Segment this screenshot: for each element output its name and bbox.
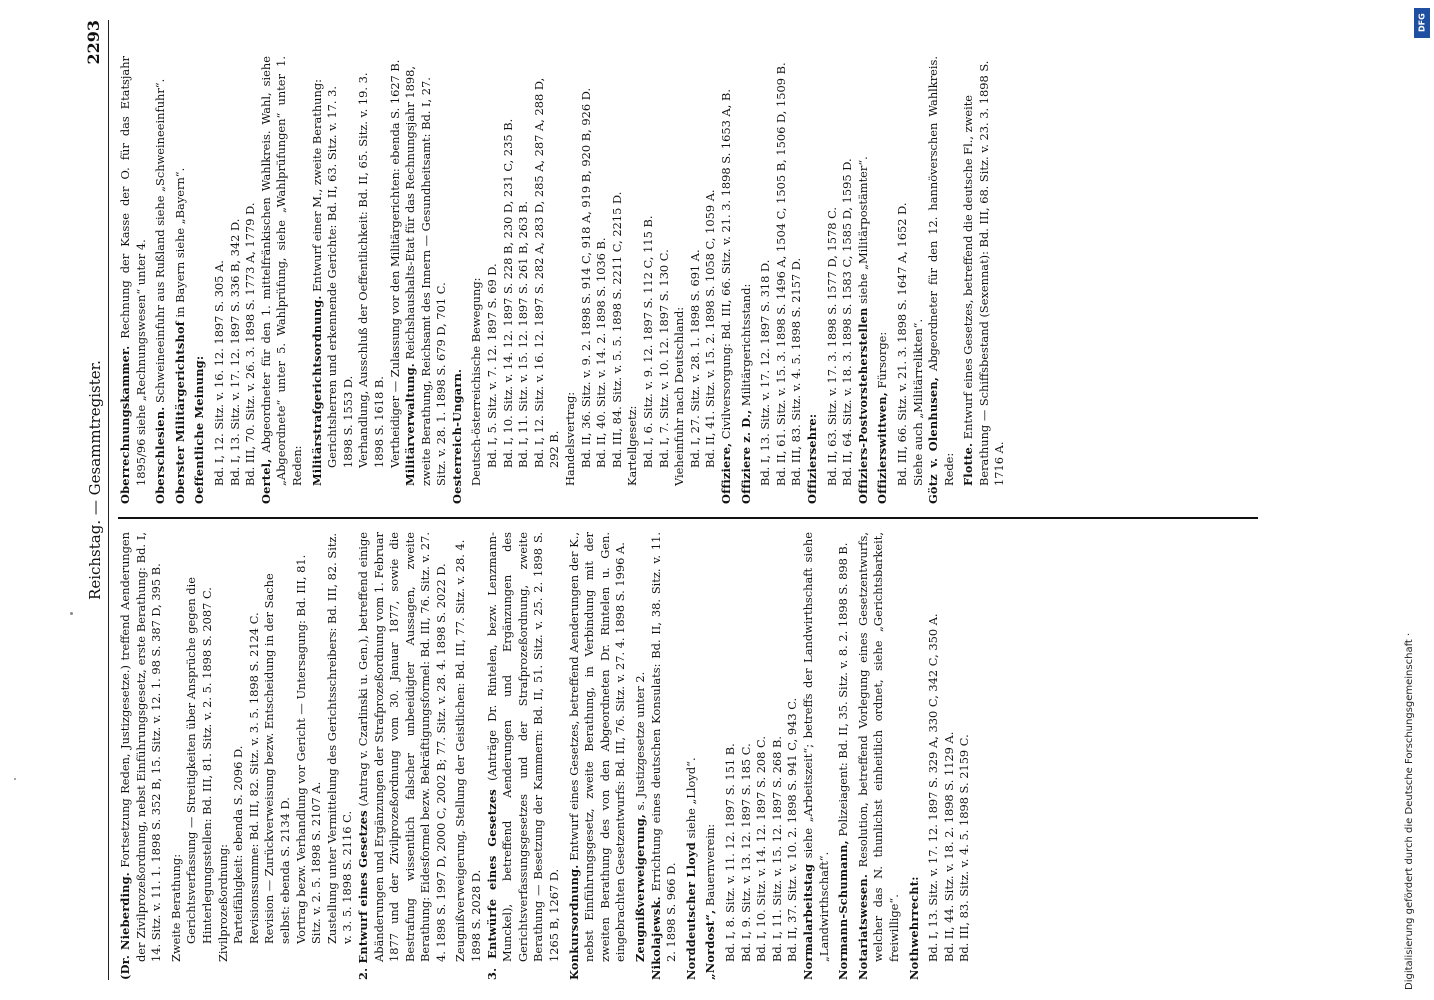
rotated-register-page <box>84 20 1264 980</box>
entry-keyword: Oertel, <box>258 458 273 504</box>
entry-keyword: Flotte. <box>961 442 976 486</box>
register-entry <box>633 532 649 980</box>
entry-text: Polizeiagent: Bd. II, 35. Sitz. v. 8. 2. 1898 S. 898 B. <box>836 542 851 841</box>
register-entry <box>450 56 466 504</box>
entry-keyword: 2. Entwurf eines Gesetzes <box>355 810 370 980</box>
entry-text: Bd. II, 37. Sitz. v. 10. 2. 1898 S. 941 C, 943 C. <box>785 697 800 962</box>
register-entry <box>942 532 958 980</box>
register-entry <box>825 56 841 504</box>
register-entry <box>485 532 563 980</box>
register-entry <box>579 56 595 504</box>
register-entry <box>875 56 891 504</box>
entry-text: Bd. II, 36. Sitz. v. 9. 2. 1898 S. 914 C, 918 A, 919 B, 920 B, 926 D. <box>578 87 593 468</box>
entry-keyword: Militärverwaltung. <box>403 363 418 486</box>
register-entry <box>801 532 832 980</box>
entry-keyword: Offiziers-Postvorsteherstellen <box>855 307 870 504</box>
entry-keyword: Norddeutscher Lloyd <box>683 842 698 980</box>
register-entry <box>485 56 501 504</box>
header-rule <box>108 20 109 980</box>
entry-text: Bd. II, 63. Sitz. v. 17. 3. 1898 S. 1577 D, 1578 C. <box>824 206 839 486</box>
entry-text: Vertheidiger — Zulassung vor den Militärgerichten: ebenda S. 1627 B. <box>387 59 402 468</box>
right-column <box>118 56 1258 504</box>
entry-text: Bd. I, 9. Sitz. v. 13. 12. 1897 S. 185 C. <box>738 743 753 962</box>
dfg-logo <box>1414 8 1430 38</box>
register-entry <box>192 56 208 504</box>
entry-text: Militärgerichtsstand: <box>738 283 753 410</box>
register-entry <box>926 56 957 504</box>
register-entry <box>895 56 911 504</box>
entry-keyword: Oberschlesien. <box>153 406 168 504</box>
entry-keyword: 3. Entwürfe eines Gesetzes <box>484 789 499 980</box>
register-entry <box>567 532 629 980</box>
register-entry <box>153 56 169 504</box>
entry-keyword: Götz v. Olenhusen, <box>926 376 941 504</box>
register-entry <box>516 56 532 504</box>
entry-text: Siehe auch „Militärrelikten“. <box>910 318 925 486</box>
entry-text: Bd. I, 13. Sitz. v. 17. 12. 1897 S. 318 D. <box>758 259 773 486</box>
entry-text: Zweite Berathung: <box>168 853 183 962</box>
register-entry <box>169 532 185 980</box>
register-entry <box>754 532 770 980</box>
register-entry <box>688 56 704 504</box>
register-entry <box>216 532 232 980</box>
register-entry <box>294 532 325 980</box>
register-entry <box>388 56 404 504</box>
register-entry <box>961 56 1008 504</box>
entry-keyword: Zeugnißverweigerung, <box>633 813 647 962</box>
left-column <box>118 532 1258 980</box>
register-entry <box>173 56 189 504</box>
entry-text: Bd. III, 83. Sitz. v. 4. 5. 1898 S. 2159 C. <box>957 734 972 962</box>
register-entry <box>228 56 244 504</box>
entry-text: Gerichtsherren und erkennende Gerichte: Bd. II, 63. Sitz. v. 17. 3. 1898 S. 1553 D. <box>325 85 355 468</box>
register-entry <box>957 532 973 980</box>
register-entry <box>118 56 149 504</box>
register-entry <box>926 532 942 980</box>
register-entry <box>672 56 688 504</box>
register-entry <box>243 56 259 504</box>
entry-text: Bd. I, 8. Sitz. v. 11. 12. 1897 S. 151 B. <box>722 743 737 962</box>
register-entry <box>856 56 872 504</box>
entry-text: Kartellgesetz: <box>625 405 640 486</box>
entry-text: Bd. I, 13. Sitz. v. 17. 12. 1897 S. 336 B, 342 D. <box>227 218 242 486</box>
entry-text: Bd. II, 44. Sitz. v. 18. 2. 1898 S. 1129 A. <box>941 731 956 962</box>
entry-keyword: „Nordost“, <box>703 909 718 980</box>
register-entry <box>657 56 673 504</box>
entry-keyword: Nothwehrrecht: <box>906 876 921 980</box>
entry-text: Reichshaushalts-Etat für das Rechnungsjahr 1898, zweite Berathung, Reichsamt des Innern — Gesundheitsamt: Bd. I, 27. Sitz. v. 28. 1. 1898 S. 679 D, 701 C. <box>403 65 449 486</box>
entry-keyword: Offizierswittwen, <box>875 392 890 504</box>
register-entry <box>856 532 903 980</box>
register-entry <box>310 56 326 504</box>
entry-text: siehe „Lloyd“. <box>683 757 698 843</box>
entry-text: Bd. II, 64. Sitz. v. 18. 3. 1898 S. 1583 C, 1585 D, 1595 D. <box>840 158 855 486</box>
entry-text: (Anträge Dr. Rintelen, bezw. Lenzmann-Munckel), betreffend Aenderungen und Ergänzungen des Gerichtsverfassungsgesetzes und der Strafprozeßordnung, zweite Berathung — Besetzung der Kammern: Bd. II, 51. Sitz. v. 25. 2. 1898 S. 1265 B, 1267 D. <box>484 532 562 962</box>
running-header <box>84 20 110 980</box>
entry-text: Bd. III, 70. Sitz. v. 26. 3. 1898 S. 1773 A, 1779 D. <box>243 202 258 486</box>
entry-text: Bd. I, 6. Sitz. v. 9. 12. 1897 S. 112 C, 115 B. <box>641 215 655 468</box>
entry-text: siehe „Arbeitszeit“; betreffs der Landwirthschaft siehe „Landwirthschaft“. <box>800 532 831 962</box>
entry-keyword: Nikolajewsk. <box>648 896 663 980</box>
register-entry <box>840 56 856 504</box>
column-divider <box>118 517 1258 519</box>
entry-keyword: Offiziersehre: <box>804 413 819 504</box>
entry-text: Zeugnißverweigerung, Stellung der Geistlichen: Bd. III, 77. Sitz. v. 28. 4. 1898 S. 2028 D. <box>453 539 484 962</box>
entry-text: Bd. II, 41. Sitz. v. 15. 2. 1898 S. 1058 C, 1059 A. <box>703 189 718 468</box>
entry-text: Bd. III, 83. Sitz. v. 4. 5. 1898 S. 2157 D. <box>789 257 804 486</box>
register-entry <box>610 56 626 504</box>
entry-keyword: Normann-Schumann, <box>836 840 851 980</box>
scan-speck <box>70 612 73 615</box>
page-number: 2293 <box>84 20 103 65</box>
register-entry <box>259 56 306 504</box>
entry-keyword: Oberrechnungskammer. <box>118 345 132 504</box>
entry-text: Bd. I, 27. Sitz. v. 28. 1. 1898 S. 691 A. <box>687 249 702 468</box>
entry-text: Bd. I, 10. Sitz. v. 14. 12. 1897 S. 208 C. <box>754 736 769 962</box>
entry-keyword: Oberster Militärgerichtshof <box>172 321 187 504</box>
entry-text: s. Justizgesetze unter 2. <box>633 671 647 814</box>
entry-text: Bd. I, 11. Sitz. v. 15. 12. 1897 S. 261 B, 263 B. <box>516 200 531 468</box>
entry-keyword: Militärstrafgerichtsordnung. <box>309 295 324 486</box>
entry-text: Verhandlung, Ausschluß der Oeffentlichkeit: Bd. II, 65. Sitz. v. 19. 3. 1898 S. 1618 B. <box>356 72 386 468</box>
entry-text: Fürsorge: <box>875 331 890 393</box>
register-entry <box>758 56 774 504</box>
entry-keyword: Offiziere, <box>718 442 733 504</box>
entry-text: Abgeordneter für den 12. hannöverschen Wahlkreis. Rede: <box>926 56 956 486</box>
register-entry <box>649 532 680 980</box>
entry-text: Bd. III, 66. Sitz. v. 21. 3. 1898 S. 1647 A, 1652 D. <box>894 202 909 486</box>
entry-text: Gerichtsverfassung — Streitigkeiten über Ansprüche gegen die Hinterlegungsstellen: Bd. III, 81. Sitz. v. 2. 5. 1898 S. 2087 C. <box>184 577 214 944</box>
register-entry <box>231 532 247 980</box>
entry-keyword: Notariatswesen. <box>855 874 870 980</box>
register-entry <box>907 532 923 980</box>
entry-text: Zivilprozeßordnung: <box>215 844 230 962</box>
register-entry <box>325 56 356 504</box>
register-entry <box>774 56 790 504</box>
register-entry <box>911 56 927 504</box>
register-entry <box>325 532 356 980</box>
register-entry <box>532 56 563 504</box>
entry-text: Handelsvertrag: <box>563 391 578 486</box>
register-entry <box>563 56 579 504</box>
register-entry <box>469 56 485 504</box>
register-entry <box>739 56 755 504</box>
register-entry <box>739 532 755 980</box>
entry-text: Bd. III, 84. Sitz. v. 5. 5. 1898 S. 2211 C, 2215 D. <box>609 191 624 468</box>
entry-text: (Antrag v. Czarlinski u. Gen.), betreffend einige Abänderungen und Ergänzungen der Strafprozeßordnung vom 1. Februar 1877 und der Zivilprozeßordnung vom 30. Januar 1877, sowie die Bestrafung wissentlich falscher unbeeidigter Aussagen, zweite Berathung: Eidesformel bezw. Bekräftigungsformel: Bd. III, 76. Sitz. v. 27. 4. 1898 S. 1997 D, 2000 C, 2002 B; 77. Sitz. v. 28. 4. 1898 S. 2022 D. <box>355 532 448 962</box>
entry-keyword: Konkursordnung. <box>566 864 581 980</box>
entry-keyword: (Dr. Nieberding. <box>118 872 132 980</box>
entry-text: siehe „Militärpostämter“. <box>855 156 870 308</box>
register-entry <box>118 532 165 980</box>
register-entry <box>836 532 852 980</box>
register-entry <box>453 532 484 980</box>
entry-keyword: Oeffentliche Meinung: <box>192 355 207 504</box>
register-entry <box>356 56 387 504</box>
entry-text: Zustellung unter Vermittelung des Gerichtsschreibers: Bd. III, 82. Sitz. v. 3. 5. 1898 S. 2116 C. <box>324 532 355 944</box>
entry-text: Entwurf einer M., zweite Berathung: <box>309 79 324 296</box>
entry-text: Entwurf eines Gesetzes, betreffend die deutsche Fl., zweite Berathung — Schiffsbestand (Sexennat): Bd. III, 68. Sitz. v. 23. 3. 1898 S. 1716 A. <box>961 60 1007 486</box>
register-entry <box>723 532 739 980</box>
register-entry <box>356 532 450 980</box>
entry-text: Bd. II, 40. Sitz. v. 14. 2. 1898 S. 1036 B. <box>594 237 609 468</box>
entry-text: Civilversorgung: Bd. III, 66. Sitz. v. 21. 3. 1898 S. 1653 A, B. <box>718 88 733 443</box>
register-entry <box>247 532 263 980</box>
entry-text: Bd. I, 12. Sitz. v. 16. 12. 1897 S. 305 A. <box>211 260 226 486</box>
register-entry <box>594 56 610 504</box>
register-entry <box>625 56 641 504</box>
register-entry <box>785 532 801 980</box>
dfg-logo-text: DFG <box>1417 13 1427 33</box>
entry-keyword: Oesterreich-Ungarn. <box>449 368 464 504</box>
register-entry <box>262 532 293 980</box>
register-entry <box>684 532 700 980</box>
register-entry <box>703 56 719 504</box>
register-entry <box>719 56 735 504</box>
entry-text: Fortsetzung Reden, Justizgesetze.) treffend Aenderungen der Zivilprozeßordnung, nebst Einführungsgesetz, erste Berathung: Bd. I, 14. Sitz. v. 11. 1. 1898 S. 352 B, 15. Sitz. v. 12. 1. 98 S. 387 D, 395 B. <box>118 532 164 962</box>
register-entry <box>641 56 657 504</box>
entry-text: Revision — Zurückverweisung bezw. Entscheidung in der Sache selbst: ebenda S. 2134 D. <box>262 573 292 944</box>
register-entry <box>403 56 450 504</box>
register-entry <box>212 56 228 504</box>
register-entry <box>501 56 517 504</box>
entry-keyword: Normalarbeitstag <box>800 863 815 980</box>
entry-text: Parteifähigkeit: ebenda S. 2096 D. <box>231 745 246 944</box>
entry-text: Bd. I, 11. Sitz. v. 15. 12. 1897 S. 268 B. <box>769 735 784 962</box>
register-entry <box>184 532 215 980</box>
register-entry <box>789 56 805 504</box>
header-title: Reichstag. — Gesammtregister. <box>86 360 104 600</box>
entry-text: Bd. I, 12. Sitz. v. 16. 12. 1897 S. 282 A, 283 D, 285 A, 287 A, 288 D, 292 B. <box>531 77 562 468</box>
entry-text: Deutsch-österreichische Bewegung: <box>469 277 484 486</box>
entry-keyword: Offiziere z. D., <box>738 409 753 504</box>
register-entry <box>703 532 719 980</box>
entry-text: in Bayern siehe „Bayern“. <box>172 167 187 322</box>
entry-text: Vortrag bezw. Verhandlung vor Gericht — Untersagung: Bd. III, 81. Sitz. v. 2. 5. 1898 S. 2107 A. <box>293 554 324 944</box>
scan-speck <box>14 778 16 780</box>
entry-text: Entwurf eines Gesetzes, betreffend Aenderungen der K., nebst Einführungsgesetz, zweite Berathung, in Verbindung mit der zweiten Berathung des von den Abgeordneten Dr. Rintelen u. Gen. eingebrachten Gesetzentwurfs: Bd. III, 76. Sitz. v. 27. 4. 1898 S. 1996 A. <box>566 532 628 962</box>
register-entry <box>770 532 786 980</box>
entry-text: Bauernverein: <box>703 823 718 910</box>
register-entry <box>805 56 821 504</box>
entry-text: Vieheinfuhr nach Deutschland: <box>672 306 687 486</box>
entry-text: Rechnung der Kasse der O. für das Etatsjahr 1895/96 siehe „Rechnungswesen“ unter 4. <box>118 56 148 486</box>
entry-text: Schweineeinfuhr aus Rußland siehe „Schweineeinfuhr“. <box>153 78 168 407</box>
entry-text: Bd. I, 13. Sitz. v. 17. 12. 1897 S. 329 A, 330 C, 342 C, 350 A. <box>926 613 941 962</box>
digitization-credit: Digitalisierung gefördert durch die Deutsche Forschungsgemeinschaft · <box>1404 632 1415 990</box>
entry-text: Revisionssumme: Bd. III, 82. Sitz. v. 3. 5. 1898 S. 2124 C. <box>246 612 261 944</box>
entry-text: Bd. I, 5. Sitz. v. 7. 12. 1897 S. 69 D. <box>485 263 500 468</box>
entry-text: Abgeordneter für den 1. mittelfränkischen Wahlkreis. Wahl, siehe „Abgeordnete“ unter 5. Wahlprüfung, siehe „Wahlprüfungen“ unter 1. Reden: <box>258 56 304 486</box>
entry-text: Bd. I, 10. Sitz. v. 14. 12. 1897 S. 228 B, 230 D, 231 C, 235 B. <box>500 118 515 468</box>
entry-text: Resolution, betreffend Vorlegung eines Gesetzentwurfs, welcher das N. thunlichst einheitlich ordnet, siehe „Gerichtsbarkeit, freiwillige“. <box>855 532 901 962</box>
entry-text: Errichtung eines deutschen Konsulats: Bd. II, 38. Sitz. v. 11. 2. 1898 S. 966 D. <box>648 532 679 962</box>
entry-text: Bd. II, 61. Sitz. v. 15. 3. 1898 S. 1496 A, 1504 C, 1505 B, 1506 D, 1509 B. <box>773 62 788 486</box>
entry-text: Bd. I, 7. Sitz. v. 10. 12. 1897 S. 130 C. <box>656 249 671 468</box>
